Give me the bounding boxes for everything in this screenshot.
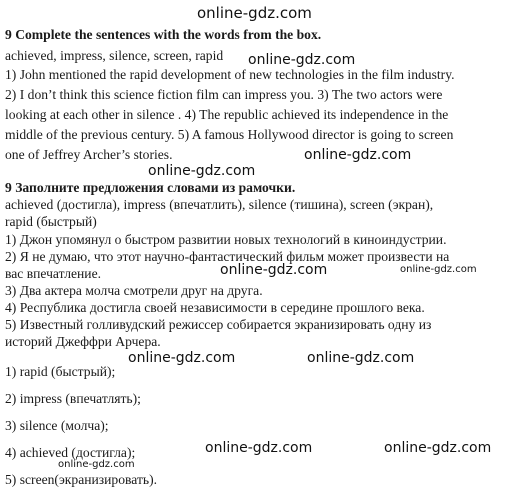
russian-line: 4) Республика достигла своей независимости в середине прошлого века. (5, 300, 425, 315)
watermark: online-gdz.com (58, 459, 135, 470)
russian-line: 2) Я не думаю, что этот научно-фантастический фильм может произвести на (5, 249, 450, 264)
watermark: online-gdz.com (400, 264, 477, 275)
answer-item: 3) silence (молча); (5, 418, 109, 433)
russian-line: историй Джеффри Арчера. (5, 334, 161, 349)
answer-item: 5) screen(экранизировать). (5, 472, 158, 487)
watermark: online-gdz.com (205, 440, 313, 456)
english-line: 1) John mentioned the rapid development of new technologies in the film industry. (5, 67, 455, 82)
russian-line: вас впечатление. (5, 266, 102, 281)
russian-line: 1) Джон упомянул о быстром развитии новых технологий в киноиндустрии. (5, 232, 447, 247)
answer-item: 2) impress (впечатлять); (5, 391, 141, 406)
answer-item: 1) rapid (быстрый); (5, 364, 116, 379)
watermark: online-gdz.com (128, 350, 236, 366)
answer-item: 4) achieved (достигла); (5, 445, 136, 460)
watermark: online-gdz.com (304, 147, 412, 163)
watermark: online-gdz.com (384, 440, 492, 456)
exercise-title-russian: 9 Заполните предложения словами из рамочки. (5, 180, 296, 195)
english-line: looking at each other in silence . 4) The republic achieved its independence in the (5, 107, 449, 122)
english-line: 2) I don’t think this science fiction film can impress you. 3) The two actors were (5, 87, 443, 102)
watermark-top: online-gdz.com (197, 4, 312, 22)
russian-line: 5) Известный голливудский режиссер собирается экранизировать одну из (5, 317, 432, 332)
russian-line: 3) Два актера молча смотрели друг на друга. (5, 283, 263, 298)
watermark: online-gdz.com (248, 52, 356, 68)
watermark: online-gdz.com (220, 262, 328, 278)
english-line: middle of the previous century. 5) A famous Hollywood director is going to screen (5, 127, 454, 142)
exercise-title-english: 9 Complete the sentences with the words from the box. (5, 27, 322, 42)
watermark: online-gdz.com (307, 350, 415, 366)
english-line: one of Jeffrey Archer’s stories. (5, 147, 173, 162)
watermark: online-gdz.com (148, 163, 256, 179)
word-box-english: achieved, impress, silence, screen, rapid (5, 48, 224, 63)
word-box-russian: rapid (быстрый) (5, 214, 97, 229)
word-box-russian: achieved (достигла), impress (впечатлить), silence (тишина), screen (экран), (5, 197, 434, 212)
